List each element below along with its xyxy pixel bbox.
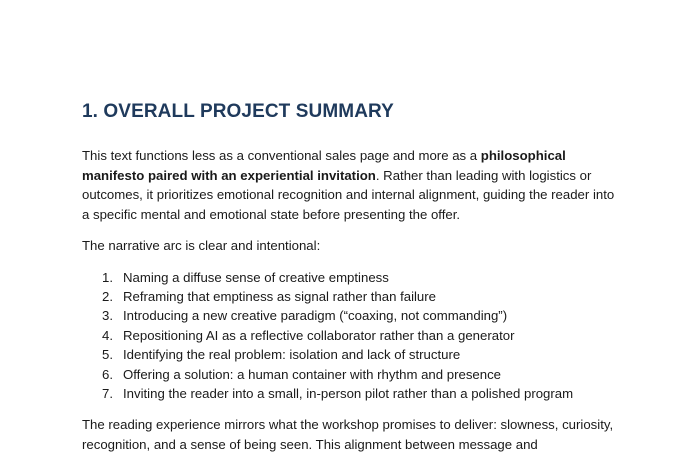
list-item-number: 1. bbox=[102, 269, 113, 285]
intro-bold-phrase: philosophical manifesto paired with an experiential invitation bbox=[82, 148, 566, 183]
list-item-text: Introducing a new creative paradigm (“coaxing, not commanding”) bbox=[123, 308, 508, 324]
list-item-number: 2. bbox=[102, 288, 113, 304]
list-item-text: Inviting the reader into a small, in-person pilot rather than a polished program bbox=[123, 385, 574, 401]
list-item-text: Identifying the real problem: isolation and lack of structure bbox=[123, 347, 461, 363]
list-item-number: 7. bbox=[102, 385, 113, 401]
list-item-number: 6. bbox=[102, 366, 113, 382]
closing-paragraph: The reading experience mirrors what the workshop promises to deliver: slowness, curiosity, recognition, and a sense of being seen. This alignment between message and bbox=[82, 417, 614, 452]
list-item-number: 5. bbox=[102, 347, 113, 363]
list-item bbox=[82, 384, 622, 403]
list-item bbox=[82, 268, 622, 287]
list-item-text: Offering a solution: a human container with rhythm and presence bbox=[123, 366, 502, 382]
list-item bbox=[82, 365, 622, 384]
intro-text-end: . Rather than leading with logistics or outcomes, it prioritizes emotional recognition and internal alignment, guiding the reader into a specific mental and emotional state before presenting the offer. bbox=[82, 167, 615, 222]
list-item-number: 3. bbox=[102, 308, 113, 324]
narrative-arc-list bbox=[82, 268, 622, 404]
document-page bbox=[82, 100, 622, 454]
list-item-number: 4. bbox=[102, 327, 113, 343]
list-item-text: Repositioning AI as a reflective collaborator rather than a generator bbox=[123, 327, 515, 343]
intro-text-start: This text functions less as a conventional sales page and more as a bbox=[82, 148, 481, 163]
intro-paragraph bbox=[82, 146, 622, 224]
list-item bbox=[82, 287, 622, 306]
list-item-text: Reframing that emptiness as signal rather than failure bbox=[123, 288, 436, 304]
list-item-text: Naming a diffuse sense of creative emptiness bbox=[123, 269, 389, 285]
arc-intro-paragraph: The narrative arc is clear and intentional: bbox=[82, 238, 321, 253]
list-item bbox=[82, 345, 622, 364]
list-item bbox=[82, 326, 622, 345]
section-heading: 1. OVERALL PROJECT SUMMARY bbox=[82, 101, 394, 122]
list-item bbox=[82, 306, 622, 325]
